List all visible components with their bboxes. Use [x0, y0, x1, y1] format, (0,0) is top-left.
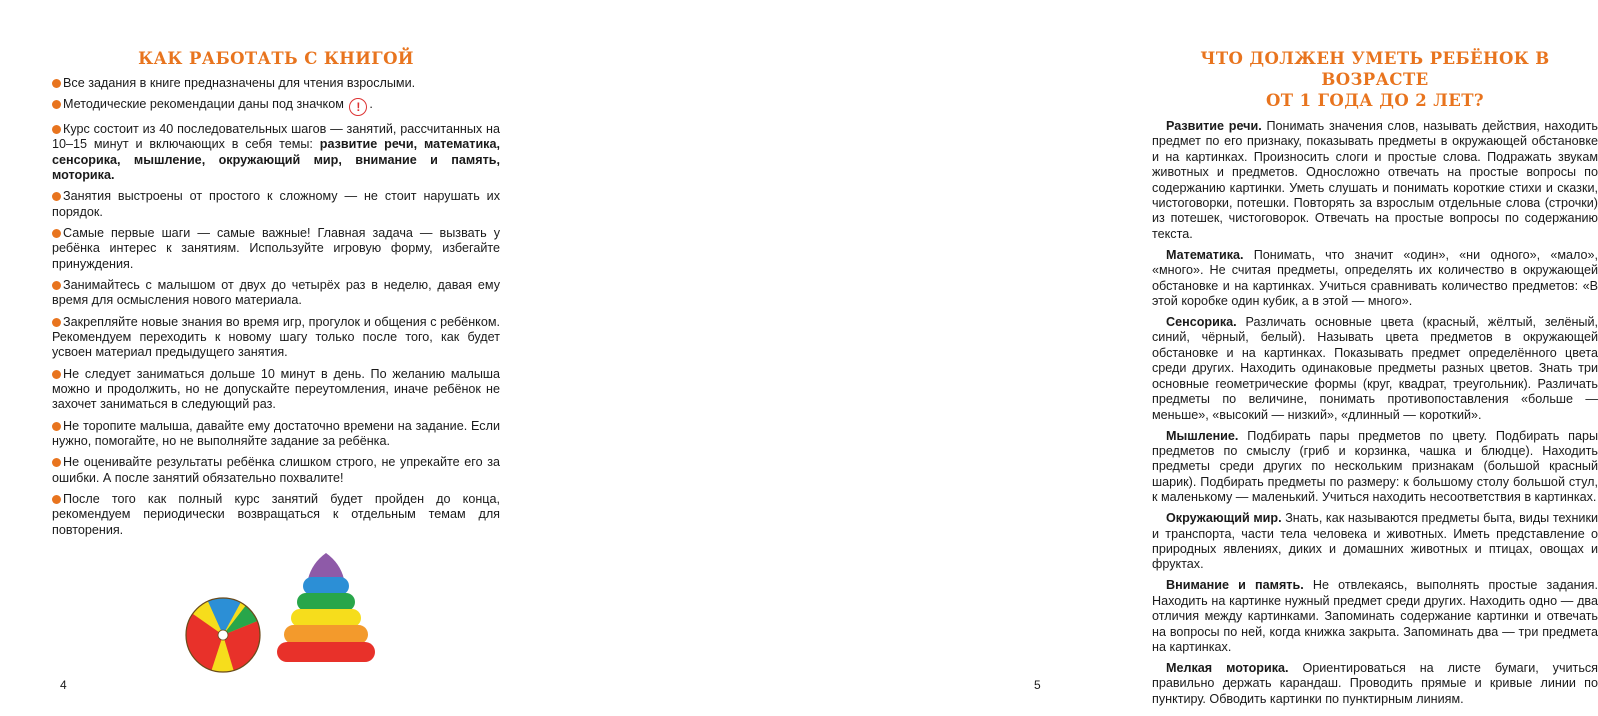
item-text: Не следует заниматься дольше 10 минут в день. По желанию малыша можно и продолжить, но не допускайте переутомления, иначе ребёнок не захочет заниматься в следующий раз. — [52, 366, 500, 412]
left-heading: КАК РАБОТАТЬ С КНИГОЙ — [138, 49, 414, 68]
section-text: Понимать значения слов, называть действия, находить предмет по его признаку, показывать предметы в окружающей обстановке и на картинках. Произносить слоги и простые слова. Подражать звукам животных и предметов. Односложно отвечать на простые вопросы по содержанию картинки. Уметь слушать и понимать короткие стихи и сказки, чистоговорки, потешки. Повторять за взрослым отдельные слова (строчки) из потешек, чистоговорок. Отвечать на простые вопросы по содержанию текста. — [1152, 119, 1598, 241]
section-title: Мелкая моторика. — [1166, 660, 1289, 675]
orange-dot-icon — [52, 229, 61, 238]
orange-dot-icon — [52, 79, 61, 88]
page-number-left: 4 — [60, 678, 67, 692]
orange-dot-icon — [52, 422, 61, 431]
list-item — [52, 455, 500, 486]
item-text: Методические рекомендации даны под значком — [63, 97, 348, 112]
section-paragraph — [1152, 511, 1598, 573]
section-title: Развитие речи. — [1166, 119, 1262, 133]
section-paragraph — [1152, 119, 1598, 242]
section-paragraph — [1152, 315, 1598, 423]
item-text: Все задания в книге предназначены для чтения взрослыми. — [63, 76, 416, 90]
list-item — [52, 189, 500, 220]
list-item — [52, 122, 500, 184]
list-item — [52, 76, 500, 91]
section-title: Мышление. — [1166, 428, 1239, 443]
toys-illustration — [180, 545, 390, 675]
list-item — [52, 278, 500, 309]
section-paragraph — [1152, 661, 1598, 707]
orange-dot-icon — [52, 100, 61, 109]
orange-dot-icon — [52, 281, 61, 290]
orange-dot-icon — [52, 458, 61, 467]
orange-dot-icon — [52, 125, 61, 134]
section-paragraph — [1152, 578, 1598, 655]
right-heading — [1152, 48, 1598, 111]
section-text: Не отвлекаясь, выполнять простые задания. Находить на картинке нужный предмет среди других. Находить одно — два отличия между картинками. Запоминать содержание картинки и отвечать на вопросы по ней, когда книжка закрыта. Запоминать два — три предмета на картинках. — [1152, 578, 1598, 654]
item-text: Самые первые шаги — самые важные! Главная задача — вызвать у ребёнка интерес к занятиям. Используйте игровую форму, избегайте принуждения. — [52, 226, 500, 271]
exclamation-badge-icon: ! — [349, 98, 367, 116]
right-column — [1152, 48, 1598, 713]
section-paragraph — [1152, 248, 1598, 310]
beach-ball-icon — [180, 595, 260, 675]
orange-dot-icon — [52, 495, 61, 504]
instructions-list — [52, 76, 500, 538]
item-text: Закрепляйте новые знания во время игр, прогулок и общения с ребёнком. Рекомендуем переходить к новому шагу только после того, как будет усвоен материал предыдущего занятия. — [52, 314, 500, 360]
item-text: Занимайтесь с малышом от двух до четырёх раз в неделю, давая ему время для осмысления нового материала. — [52, 278, 500, 308]
page-number-right: 5 — [1034, 678, 1041, 692]
list-item — [52, 97, 500, 116]
item-bold-text: развитие речи, математика, сенсорика, мышление, окружающий мир, внимание и память, моторика. — [52, 137, 500, 183]
item-text: Занятия выстроены от простого к сложному — не стоит нарушать их порядок. — [52, 189, 500, 219]
section-title: Сенсорика. — [1166, 315, 1237, 330]
item-text: Не оценивайте результаты ребёнка слишком строго, не упрекайте его за ошибки. А после занятий обязательно похвалите! — [52, 455, 500, 485]
list-item — [52, 315, 500, 361]
section-text: Знать, как называются предметы быта, виды техники и транспорта, части тела человека и животных. Иметь представление о природных явлениях, диких и домашних животных и птицах, овощах и фруктах. — [1152, 511, 1598, 572]
item-text: После того как полный курс занятий будет пройден до конца, рекомендуем периодически возвращаться к отдельным темам для повторения. — [52, 491, 500, 537]
section-text: Подбирать пары предметов по цвету. Подбирать пары предметов по смыслу (гриб и корзинка, чашка и блюдце). Находить предметы среди других по нескольким признакам (большой красный шарик). Подбирать предметы по размеру: к большому столу большой стул, к маленькому — маленький. Учиться находить несоответствия в картинках. — [1152, 428, 1598, 505]
left-page — [0, 0, 550, 716]
orange-dot-icon — [52, 370, 61, 379]
section-title: Математика. — [1166, 247, 1244, 262]
section-title: Окружающий мир. — [1166, 511, 1282, 526]
left-column — [52, 48, 500, 544]
item-text: Курс состоит из 40 последовательных шагов — занятий, рассчитанных на 10–15 минут и включающих в себя темы: — [52, 122, 500, 152]
item-text: Не торопите малыша, давайте ему достаточно времени на задание. Если нужно, помогайте, но не выполняйте задание за ребёнка. — [52, 418, 500, 449]
right-page — [550, 0, 1598, 716]
list-item — [52, 226, 500, 272]
orange-dot-icon — [52, 318, 61, 327]
stacking-pyramid-icon — [277, 553, 375, 662]
list-item — [52, 367, 500, 413]
section-text: Различать основные цвета (красный, жёлтый, зелёный, синий, чёрный, белый). Называть цвета предметов в окружающей обстановке и на картинках. Показывать предмет определённого цвета среди других. Находить одинаковые предметы разных цветов. Знать три основные геометрические формы (круг, квадрат, треугольник). Различать предметы по величине, понимать противопоставления «больше — меньше», «высокий — низкий», «длинный — короткий». — [1152, 315, 1598, 422]
orange-dot-icon — [52, 192, 61, 201]
right-heading-line2: ОТ 1 ГОДА ДО 2 ЛЕТ? — [1266, 91, 1484, 110]
list-item — [52, 419, 500, 450]
section-text: Ориентироваться на листе бумаги, учиться правильно держать карандаш. Проводить прямые и кривые линии по пунктиру. Обводить картинки по пунктирным линиям. — [1152, 660, 1598, 706]
section-title: Внимание и память. — [1166, 578, 1304, 593]
right-heading-line1: ЧТО ДОЛЖЕН УМЕТЬ РЕБЁНОК В ВОЗРАСТЕ — [1200, 49, 1550, 89]
list-item — [52, 492, 500, 538]
section-text: Понимать, что значит «один», «ни одного», «мало», «много». Не считая предметы, определять их количество в окружающей обстановке и на картинках. Учиться сравнивать количество предметов: «В этой коробке один кубик, а в этой — много». — [1152, 247, 1598, 309]
section-paragraph — [1152, 429, 1598, 506]
item-text-post: . — [369, 97, 373, 112]
